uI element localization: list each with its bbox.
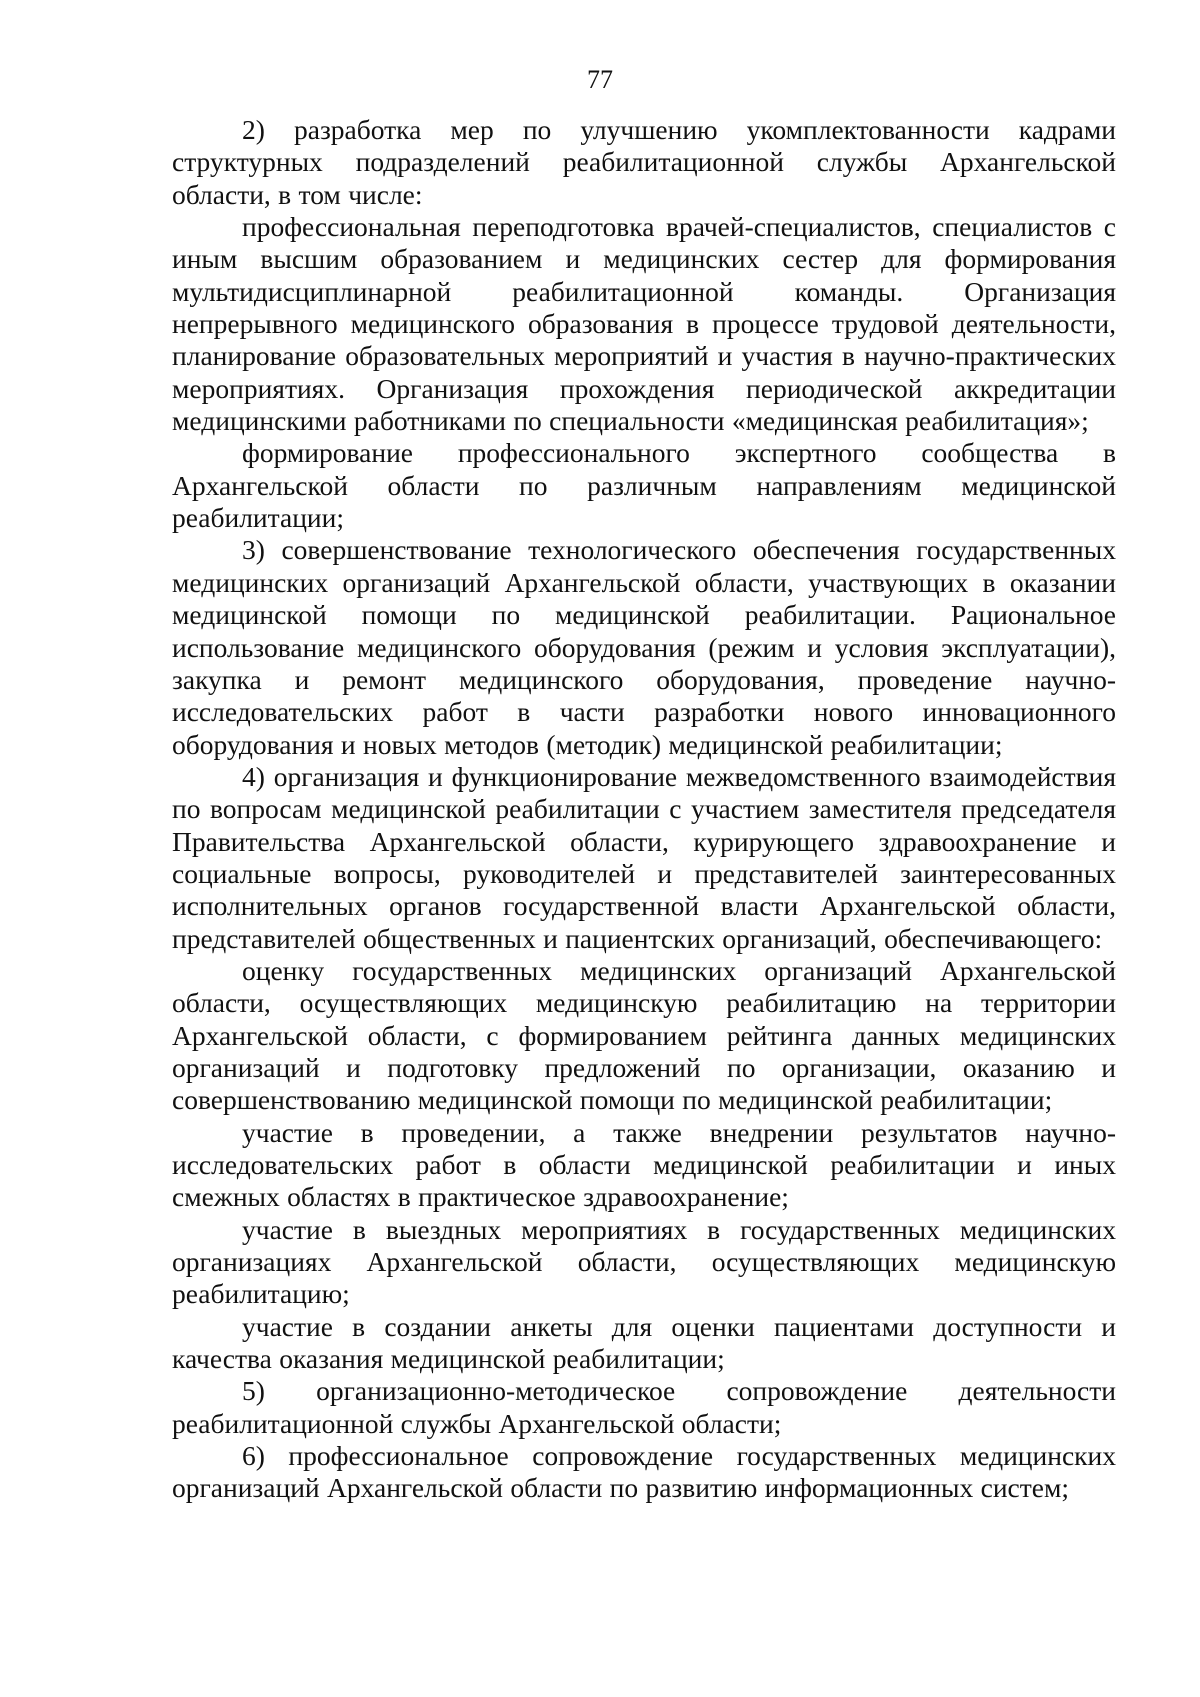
paragraph-expert-community: формирование профессионального экспертного сообщества в Архангельской области по различным направлениям медицинской реабилитации; [172, 437, 1116, 534]
paragraph-assessment: оценку государственных медицинских организаций Архангельской области, осуществляющих медицинскую реабилитацию на территории Архангельской области, с формированием рейтинга данных медицинских организаций и подготовку предложений по организации, оказанию и совершенствованию медицинской помощи по медицинской реабилитации; [172, 954, 1116, 1116]
paragraph-item-5: 5) организационно-методическое сопровождение деятельности реабилитационной службы Архангельской области; [172, 1375, 1116, 1439]
paragraph-item-6: 6) профессиональное сопровождение государственных медицинских организаций Архангельской области по развитию информационных систем; [172, 1440, 1116, 1504]
paragraph-item-3: 3) совершенствование технологического обеспечения государственных медицинских организаций Архангельской области, участвующих в оказании медицинской помощи по медицинской реабилитации. Рациональное использование медицинского оборудования (режим и условия эксплуатации), закупка и ремонт медицинского оборудования, проведение научно-исследовательских работ в части разработки нового инновационного оборудования и новых методов (методик) медицинской реабилитации; [172, 534, 1116, 760]
paragraph-research: участие в проведении, а также внедрении результатов научно-исследовательских работ в области медицинской реабилитации и иных смежных областях в практическое здравоохранение; [172, 1116, 1116, 1213]
paragraph-item-2: 2) разработка мер по улучшению укомплектованности кадрами структурных подразделений реабилитационной службы Архангельской области, в том числе: [172, 114, 1116, 210]
paragraph-retraining: профессиональная переподготовка врачей-специалистов, специалистов с иным высшим образованием и медицинских сестер для формирования мультидисциплинарной реабилитационной команды. Организация непрерывного медицинского образования в процессе трудовой деятельности, планирование образовательных мероприятий и участия в научно-практических мероприятиях. Организация прохождения периодической аккредитации медицинскими работниками по специальности «медицинская реабилитация»; [172, 211, 1116, 437]
paragraph-questionnaire: участие в создании анкеты для оценки пациентами доступности и качества оказания медицинской реабилитации; [172, 1310, 1116, 1375]
document-body [172, 114, 1116, 1505]
page-number: 77 [587, 65, 613, 94]
paragraph-item-4: 4) организация и функционирование межведомственного взаимодействия по вопросам медицинской реабилитации с участием заместителя председателя Правительства Архангельской области, курирующего здравоохранение и социальные вопросы, руководителей и представителей заинтересованных исполнительных органов государственной власти Архангельской области, представителей общественных и пациентских организаций, обеспечивающего: [172, 760, 1116, 954]
paragraph-field-events: участие в выездных мероприятиях в государственных медицинских организациях Архангельской области, осуществляющих медицинскую реабилитацию; [172, 1213, 1116, 1310]
